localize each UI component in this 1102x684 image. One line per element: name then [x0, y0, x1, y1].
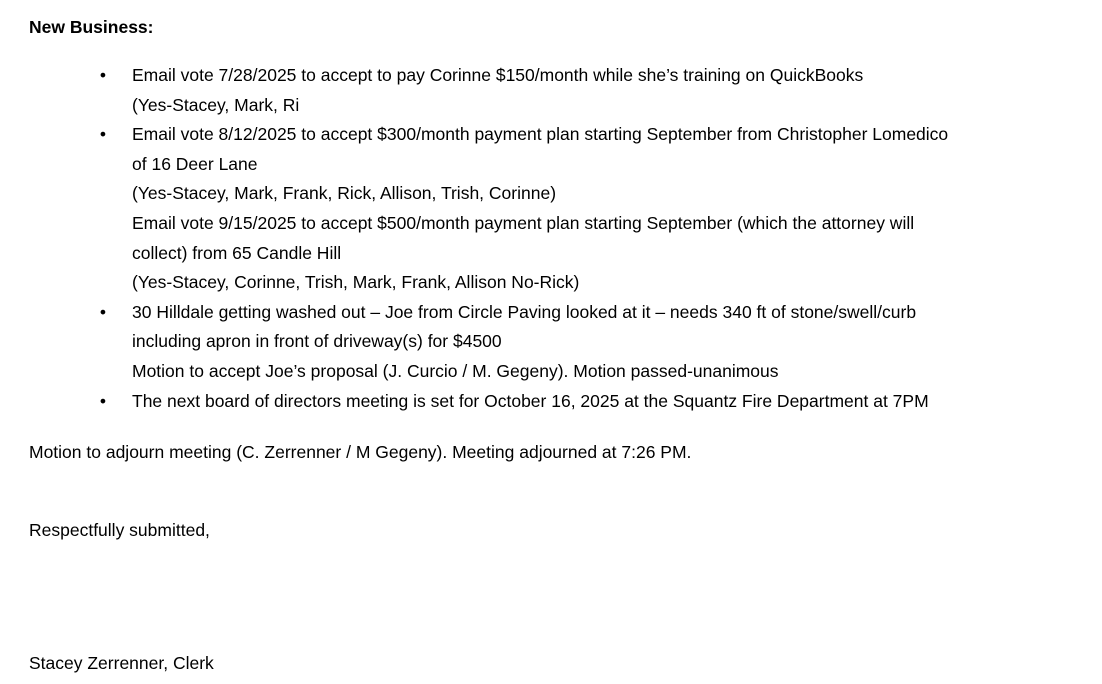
item-line: (Yes-Stacey, Mark, Frank, Rick, Allison, Trish, Corinne) [132, 183, 557, 204]
item-line: (Yes-Stacey, Mark, Ri [132, 94, 300, 115]
bullet-icon: • [99, 124, 107, 145]
adjourn-paragraph: Motion to adjourn meeting (C. Zerrenner / M Gegeny). Meeting adjourned at 7:26 PM. [29, 442, 692, 462]
list-item [0, 61, 1102, 120]
item-line: Email vote 7/28/2025 to accept to pay Corinne $150/month while she’s training on QuickBooks [132, 65, 864, 85]
item-line: collect) from 65 Candle Hill [132, 242, 342, 263]
item-line: including apron in front of driveway(s) for $4500 [132, 331, 502, 352]
bullet-icon: • [99, 65, 107, 85]
item-line: Motion to accept Joe’s proposal (J. Curcio / M. Gegeny). Motion passed-unanimous [132, 360, 779, 381]
signature-line: Stacey Zerrenner, Clerk [29, 653, 214, 673]
closing-line: Respectfully submitted, [29, 520, 210, 540]
item-line: 30 Hilldale getting washed out – Joe from Circle Paving looked at it – needs 340 ft of stone/swell/curb [132, 301, 917, 322]
list-item [0, 298, 1102, 387]
section-heading: New Business: [29, 17, 154, 37]
item-line: (Yes-Stacey, Corinne, Trish, Mark, Frank, Allison No-Rick) [132, 272, 580, 293]
item-line: Email vote 9/15/2025 to accept $500/month payment plan starting September (which the attorney will [132, 212, 915, 233]
list-item [0, 120, 1102, 298]
item-line: The next board of directors meeting is set for October 16, 2025 at the Squantz Fire Department at 7PM [132, 390, 929, 411]
bullet-icon: • [99, 301, 107, 322]
item-line: Email vote 8/12/2025 to accept $300/month payment plan starting September from Christopher Lomedico [132, 124, 949, 145]
bullet-icon: • [99, 390, 107, 411]
item-line: of 16 Deer Lane [132, 153, 258, 174]
new-business-list [0, 61, 1102, 416]
list-item [0, 387, 1102, 417]
